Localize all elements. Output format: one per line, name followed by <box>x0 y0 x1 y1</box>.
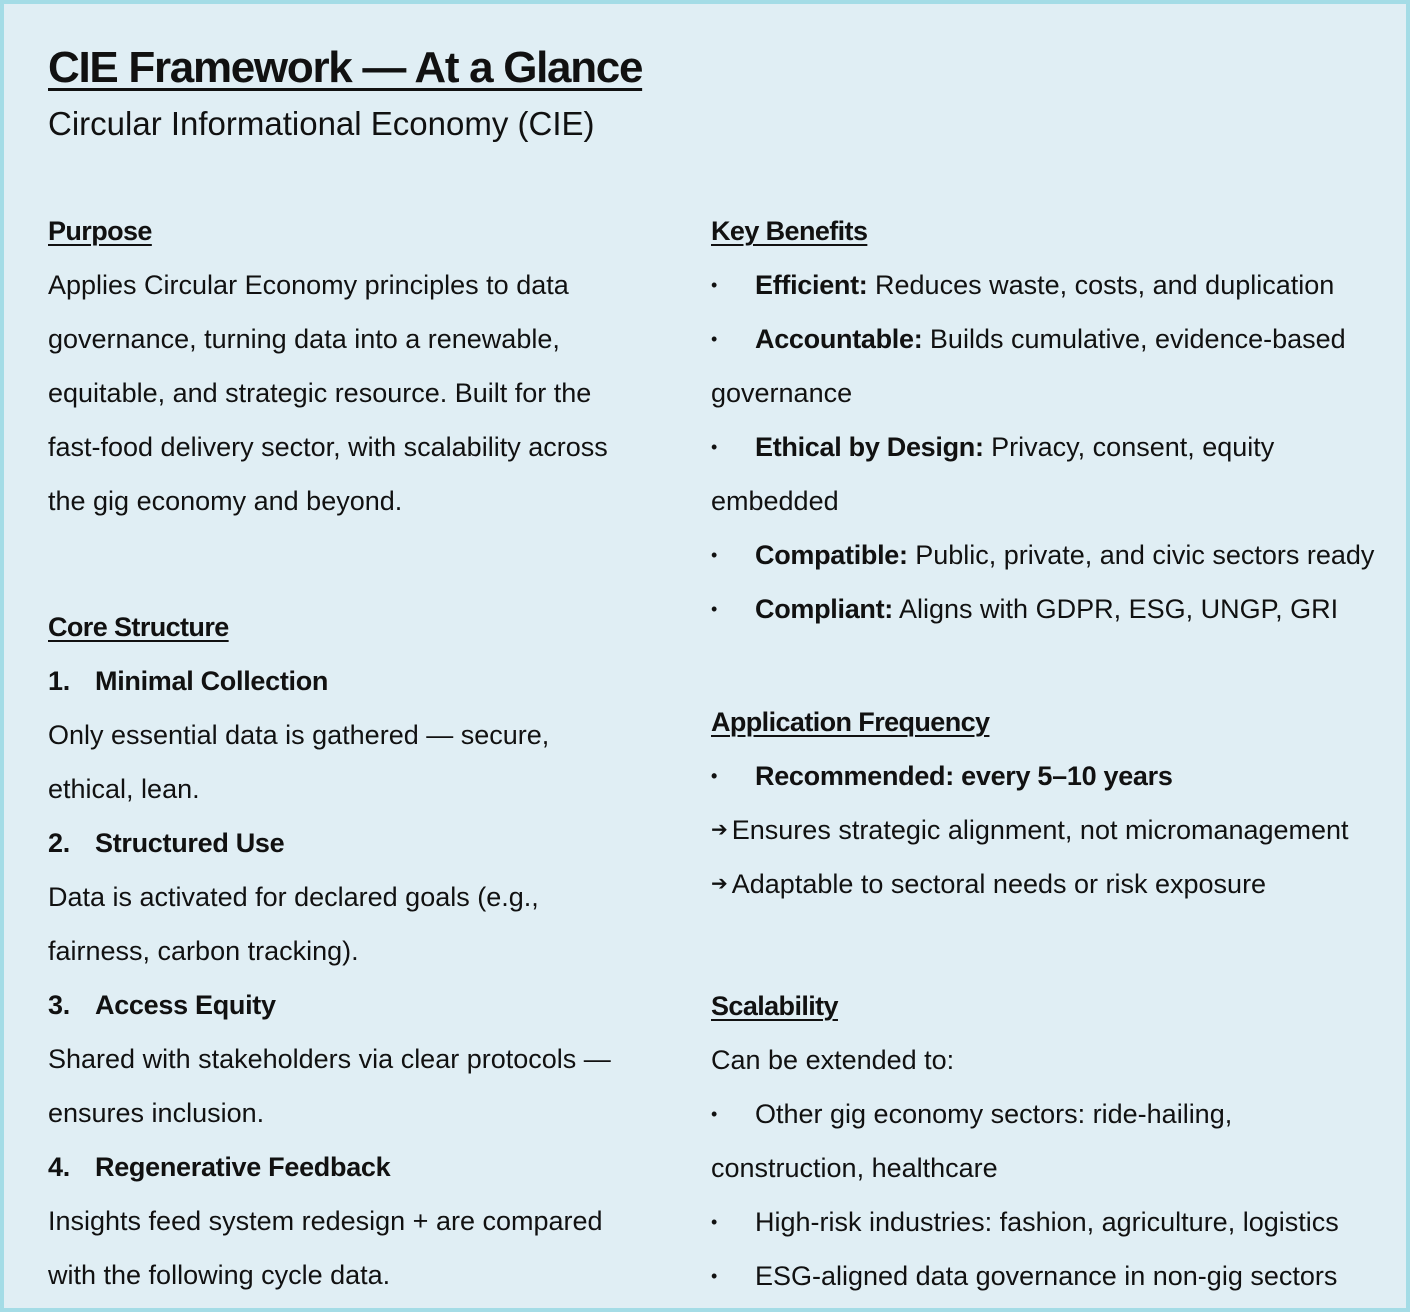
scalability-heading: Scalability <box>711 991 838 1021</box>
core-item-title <box>48 1140 390 1194</box>
frequency-note <box>711 803 1349 857</box>
purpose-line: the gig economy and beyond. <box>48 486 403 516</box>
benefit-item <box>711 582 1338 636</box>
bullet-icon: • <box>711 599 718 619</box>
core-item-title <box>48 978 276 1032</box>
core-item-description: fairness, carbon tracking). <box>48 936 359 966</box>
bullet-icon: • <box>711 1212 718 1232</box>
core-item-description: Insights feed system redesign + are compared <box>48 1206 603 1236</box>
frequency-note <box>711 857 1266 911</box>
core-item-title-text: Structured Use <box>95 828 285 858</box>
core-item-number: 2. <box>48 828 70 858</box>
core-item-description: ethical, lean. <box>48 774 200 804</box>
application-frequency-heading: Application Frequency <box>711 707 990 737</box>
core-item-description: Shared with stakeholders via clear protocols — <box>48 1044 611 1074</box>
core-item-number: 3. <box>48 990 70 1020</box>
benefit-text: Aligns with GDPR, ESG, UNGP, GRI <box>893 594 1339 624</box>
benefit-continuation: governance <box>711 378 853 408</box>
benefit-label: Ethical by Design: <box>755 432 984 462</box>
purpose-line: governance, turning data into a renewable, <box>48 324 560 354</box>
page-subtitle: Circular Informational Economy (CIE) <box>48 105 595 142</box>
benefit-label: Accountable: <box>755 324 923 354</box>
purpose-line: Applies Circular Economy principles to data <box>48 270 569 300</box>
benefit-label: Compatible: <box>755 540 908 570</box>
scalability-item-text: High-risk industries: fashion, agriculture, logistics <box>755 1207 1339 1237</box>
benefit-item <box>711 420 1274 474</box>
core-item-description: Data is activated for declared goals (e.g., <box>48 882 539 912</box>
bullet-icon: • <box>711 766 718 786</box>
bullet-icon: • <box>711 437 718 457</box>
benefit-text: Reduces waste, costs, and duplication <box>867 270 1335 300</box>
scalability-continuation: construction, healthcare <box>711 1153 998 1183</box>
benefit-continuation: embedded <box>711 486 839 516</box>
purpose-line: equitable, and strategic resource. Built for the <box>48 378 592 408</box>
benefit-text: Privacy, consent, equity <box>983 432 1275 462</box>
purpose-heading: Purpose <box>48 216 152 246</box>
scalability-item <box>711 1087 1232 1141</box>
purpose-line: fast-food delivery sector, with scalability across <box>48 432 608 462</box>
scalability-intro: Can be extended to: <box>711 1045 955 1075</box>
frequency-note-text: Adaptable to sectoral needs or risk exposure <box>731 869 1267 899</box>
core-item-title <box>48 654 328 708</box>
scalability-item <box>711 1195 1339 1249</box>
core-item-description: ensures inclusion. <box>48 1098 265 1128</box>
core-structure-heading: Core Structure <box>48 612 229 642</box>
page-title: CIE Framework — At a Glance <box>48 43 643 92</box>
core-item-description: with the following cycle data. <box>48 1260 391 1290</box>
bullet-icon: • <box>711 1104 718 1124</box>
bullet-icon: • <box>711 275 718 295</box>
key-benefits-heading: Key Benefits <box>711 216 868 246</box>
scalability-item <box>711 1249 1337 1303</box>
core-item-title-text: Access Equity <box>95 990 276 1020</box>
benefit-text: Public, private, and civic sectors ready <box>907 540 1375 570</box>
scalability-item-text: Other gig economy sectors: ride-hailing, <box>755 1099 1233 1129</box>
benefit-item <box>711 312 1346 366</box>
core-item-number: 4. <box>48 1152 70 1182</box>
scalability-item-text: ESG-aligned data governance in non-gig sectors <box>755 1261 1338 1291</box>
core-item-title <box>48 816 284 870</box>
benefit-text: Builds cumulative, evidence-based <box>922 324 1346 354</box>
bullet-icon: • <box>711 545 718 565</box>
core-item-number: 1. <box>48 666 70 696</box>
benefit-item <box>711 528 1374 582</box>
recommended-item <box>711 749 1173 803</box>
arrow-right-icon: ➔ <box>711 873 728 895</box>
core-item-title-text: Regenerative Feedback <box>95 1152 391 1182</box>
recommended-text: Recommended: every 5–10 years <box>755 761 1173 791</box>
core-item-description: Only essential data is gathered — secure, <box>48 720 550 750</box>
bullet-icon: • <box>711 329 718 349</box>
core-item-title-text: Minimal Collection <box>95 666 329 696</box>
arrow-right-icon: ➔ <box>711 819 728 841</box>
frequency-note-text: Ensures strategic alignment, not micromanagement <box>731 815 1349 845</box>
benefit-item <box>711 258 1334 312</box>
benefit-label: Compliant: <box>755 594 893 624</box>
benefit-label: Efficient: <box>755 270 868 300</box>
bullet-icon: • <box>711 1266 718 1286</box>
